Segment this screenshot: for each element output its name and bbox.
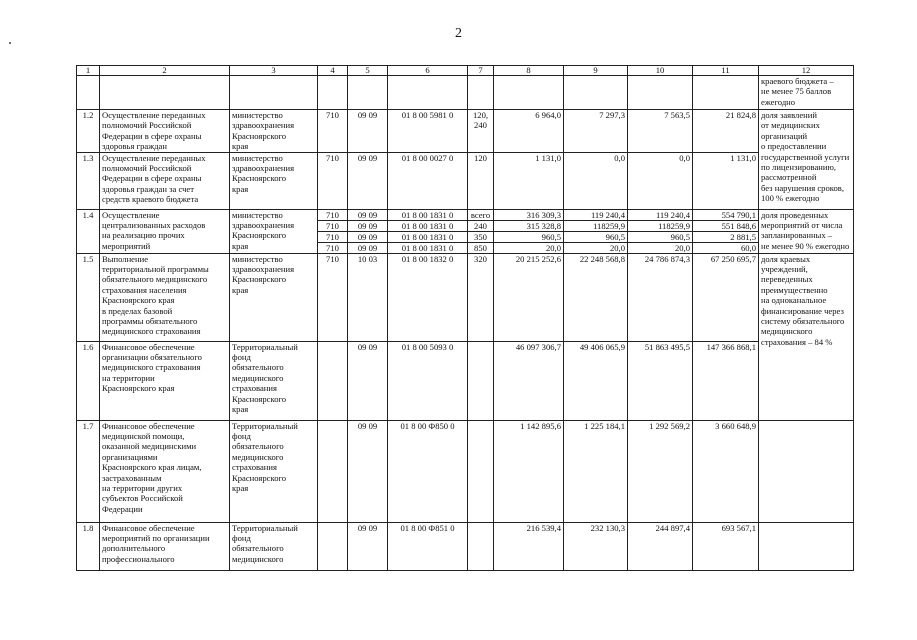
amount-year-1: 216 539,4	[494, 522, 564, 570]
grbs-code: 710	[318, 110, 348, 153]
grbs-code	[318, 522, 348, 570]
amount-year-1: 46 097 306,7	[494, 341, 564, 420]
table-row-1-2	[77, 110, 854, 153]
col-header-6: 6	[388, 66, 468, 76]
amount-year-1: 315 328,8	[494, 221, 563, 232]
target-article-code: 01 8 00 Ф850 0	[388, 420, 468, 522]
responsible-organization: министерство здравоохранения Красноярского края	[230, 253, 318, 341]
amount-year-2: 49 406 065,9	[564, 341, 628, 420]
amount-year-3: 20,0	[674, 242, 690, 253]
indicator-text-part-2: государственной услуги по лицензированию, рассмотренной без нарушения сроков, 100 % ежегодно	[761, 151, 850, 204]
amount-year-3: 51 863 495,5	[628, 341, 693, 420]
expense-type-code: 850	[474, 242, 487, 253]
amount-total: 67 250 695,7	[693, 253, 759, 341]
table-row-1-6	[77, 341, 854, 420]
amount-year-3: 7 563,5	[628, 110, 693, 153]
amount-total: 551 848,6	[693, 221, 758, 232]
amount-year-2-list	[564, 209, 628, 253]
expense-type-code: 120, 240	[468, 110, 494, 153]
amount-year-2: 1 225 184,1	[564, 420, 628, 522]
col-header-1: 1	[77, 66, 100, 76]
amount-year-3: 244 897,4	[628, 522, 693, 570]
col-header-11: 11	[693, 66, 759, 76]
section-code: 09 09	[348, 152, 388, 209]
table-row-1-7	[77, 420, 854, 522]
table-row-1-5	[77, 253, 854, 341]
activity-name: Финансовое обеспечение мероприятий по организации дополнительного профессионального	[100, 522, 230, 570]
program-activities-table	[76, 65, 854, 571]
table-row-1-4	[77, 209, 854, 253]
indicator-cell: краевого бюджета – не менее 75 баллов ежегодно	[759, 76, 854, 110]
col-header-3: 3	[230, 66, 318, 76]
indicator-text-part-1: доля заявлений от медицинских организаций о предоставлении	[761, 110, 827, 152]
row-number: 1.7	[77, 420, 100, 522]
amount-year-3: 0,0	[628, 152, 693, 209]
section-code: 09 09	[348, 110, 388, 153]
expense-type-code: 320	[468, 253, 494, 341]
responsible-organization: Территориальный фонд обязательного медицинского	[230, 522, 318, 570]
amount-year-2: 7 297,3	[564, 110, 628, 153]
amount-total-list	[693, 209, 759, 253]
col-header-8: 8	[494, 66, 564, 76]
expense-type-code: 240	[468, 221, 493, 232]
expense-type-code	[468, 420, 494, 522]
amount-year-2: 20,0	[609, 242, 625, 253]
amount-total: 60,0	[740, 242, 756, 253]
col-header-10: 10	[628, 66, 693, 76]
amount-year-2: 119 240,4	[564, 210, 627, 221]
amount-year-2: 118259,9	[564, 221, 627, 232]
amount-total: 1 131,0	[693, 152, 759, 209]
section-code: 09 09	[348, 232, 387, 243]
grbs-code: 710	[318, 210, 347, 221]
col-header-9: 9	[564, 66, 628, 76]
indicator-cell	[759, 110, 854, 210]
grbs-code: 710	[326, 242, 339, 253]
amount-year-2: 232 130,3	[564, 522, 628, 570]
section-code: 09 09	[348, 210, 387, 221]
expense-type-code: 120	[468, 152, 494, 209]
amount-year-1: 1 142 895,6	[494, 420, 564, 522]
amount-total: 693 567,1	[693, 522, 759, 570]
grbs-code: 710	[318, 253, 348, 341]
col-header-2: 2	[100, 66, 230, 76]
amount-year-1: 6 964,0	[494, 110, 564, 153]
target-article-code: 01 8 00 5981 0	[388, 110, 468, 153]
activity-name: Финансовое обеспечение медицинской помощи, оказанной медицинскими организациями Красноярского края лицам, застрахованным на территории других субъектов Российской Федерации	[100, 420, 230, 522]
section-code: 09 09	[357, 242, 378, 253]
section-code: 09 09	[348, 420, 388, 522]
activity-name: Финансовое обеспечение организации обязательного медицинского страхования на территории Красноярского края	[100, 341, 230, 420]
column-number-row	[77, 66, 854, 76]
section-code: 09 09	[348, 522, 388, 570]
grbs-code	[318, 420, 348, 522]
target-article-code: 01 8 00 1831 0	[388, 232, 467, 243]
responsible-organization: министерство здравоохранения Красноярского края	[230, 110, 318, 153]
amount-year-1: 20,0	[545, 242, 561, 253]
scan-speck	[9, 42, 11, 44]
col-header-12: 12	[759, 66, 854, 76]
responsible-organization: Территориальный фонд обязательного медицинского страхования Красноярского края	[230, 420, 318, 522]
amount-year-3-list	[628, 209, 693, 253]
amount-year-3: 119 240,4	[628, 210, 692, 221]
row-number: 1.6	[77, 341, 100, 420]
target-article-code: 01 8 00 0027 0	[388, 152, 468, 209]
expense-type-code-list	[468, 209, 494, 253]
amount-year-3: 24 786 874,3	[628, 253, 693, 341]
amount-year-1: 20 215 252,6	[494, 253, 564, 341]
amount-year-3: 118259,9	[628, 221, 692, 232]
row-number: 1.5	[77, 253, 100, 341]
amount-year-1-list	[494, 209, 564, 253]
section-code: 09 09	[348, 341, 388, 420]
grbs-code: 710	[318, 152, 348, 209]
amount-year-1: 316 309,3	[494, 210, 563, 221]
target-article-code: 01 8 00 1831 0	[388, 221, 467, 232]
target-article-code: 01 8 00 1832 0	[388, 253, 468, 341]
activity-name: Осуществление централизованных расходов на реализацию прочих мероприятий	[100, 209, 230, 253]
row-number: 1.4	[77, 209, 100, 253]
responsible-organization: министерство здравоохранения Красноярского края	[230, 209, 318, 253]
amount-year-3: 1 292 569,2	[628, 420, 693, 522]
activity-name: Осуществление переданных полномочий Российской Федерации в сфере охраны здоровья граждан	[100, 110, 230, 153]
amount-year-1: 960,5	[494, 232, 563, 243]
col-header-4: 4	[318, 66, 348, 76]
col-header-7: 7	[468, 66, 494, 76]
expense-type-code	[468, 522, 494, 570]
table-row-1-3	[77, 152, 854, 209]
expense-type-code: всего	[468, 210, 493, 221]
target-article-code: 01 8 00 Ф851 0	[388, 522, 468, 570]
table-row-continuation	[77, 76, 854, 110]
row-number: 1.8	[77, 522, 100, 570]
amount-year-2: 0,0	[564, 152, 628, 209]
activity-name: Выполнение территориальной программы обязательного медицинского страхования населения Красноярского края в пределах базовой программы обязательного медицинского страхования	[100, 253, 230, 341]
responsible-organization: министерство здравоохранения Красноярского края	[230, 152, 318, 209]
section-code: 10 03	[348, 253, 388, 341]
amount-total: 21 824,8	[693, 110, 759, 153]
amount-year-3: 960,5	[628, 232, 692, 243]
page-number: 2	[455, 26, 462, 41]
target-article-code: 01 8 00 1831 0	[401, 242, 454, 253]
section-code-list	[348, 209, 388, 253]
target-article-code-list	[388, 209, 468, 253]
grbs-code	[318, 341, 348, 420]
grbs-code-list	[318, 209, 348, 253]
indicator-cell: доля проведенных мероприятий от числа запланированных – не менее 90 % ежегодно	[759, 209, 854, 253]
expense-type-code	[468, 341, 494, 420]
grbs-code: 710	[318, 232, 347, 243]
col-header-5: 5	[348, 66, 388, 76]
amount-total: 554 790,1	[693, 210, 758, 221]
section-code: 09 09	[348, 221, 387, 232]
target-article-code: 01 8 00 5093 0	[388, 341, 468, 420]
activity-name: Осуществление переданных полномочий Российской Федерации в сфере охраны здоровья граждан за счет средств краевого бюджета	[100, 152, 230, 209]
amount-total: 2 881,5	[693, 232, 758, 243]
amount-year-1: 1 131,0	[494, 152, 564, 209]
indicator-cell: доля краевых учреждений, переведенных преимущественно на одноканальное финансирование через систему обязательного медицинского страхования – 84 %	[759, 253, 854, 420]
row-number: 1.3	[77, 152, 100, 209]
target-article-code: 01 8 00 1831 0	[388, 210, 467, 221]
amount-year-2: 22 248 568,8	[564, 253, 628, 341]
expense-type-code: 350	[468, 232, 493, 243]
amount-total: 147 366 868,1	[693, 341, 759, 420]
grbs-code: 710	[318, 221, 347, 232]
amount-year-2: 960,5	[564, 232, 627, 243]
table-row-1-8	[77, 522, 854, 570]
row-number: 1.2	[77, 110, 100, 153]
responsible-organization: Территориальный фонд обязательного медицинского страхования Красноярского края	[230, 341, 318, 420]
amount-total: 3 660 648,9	[693, 420, 759, 522]
